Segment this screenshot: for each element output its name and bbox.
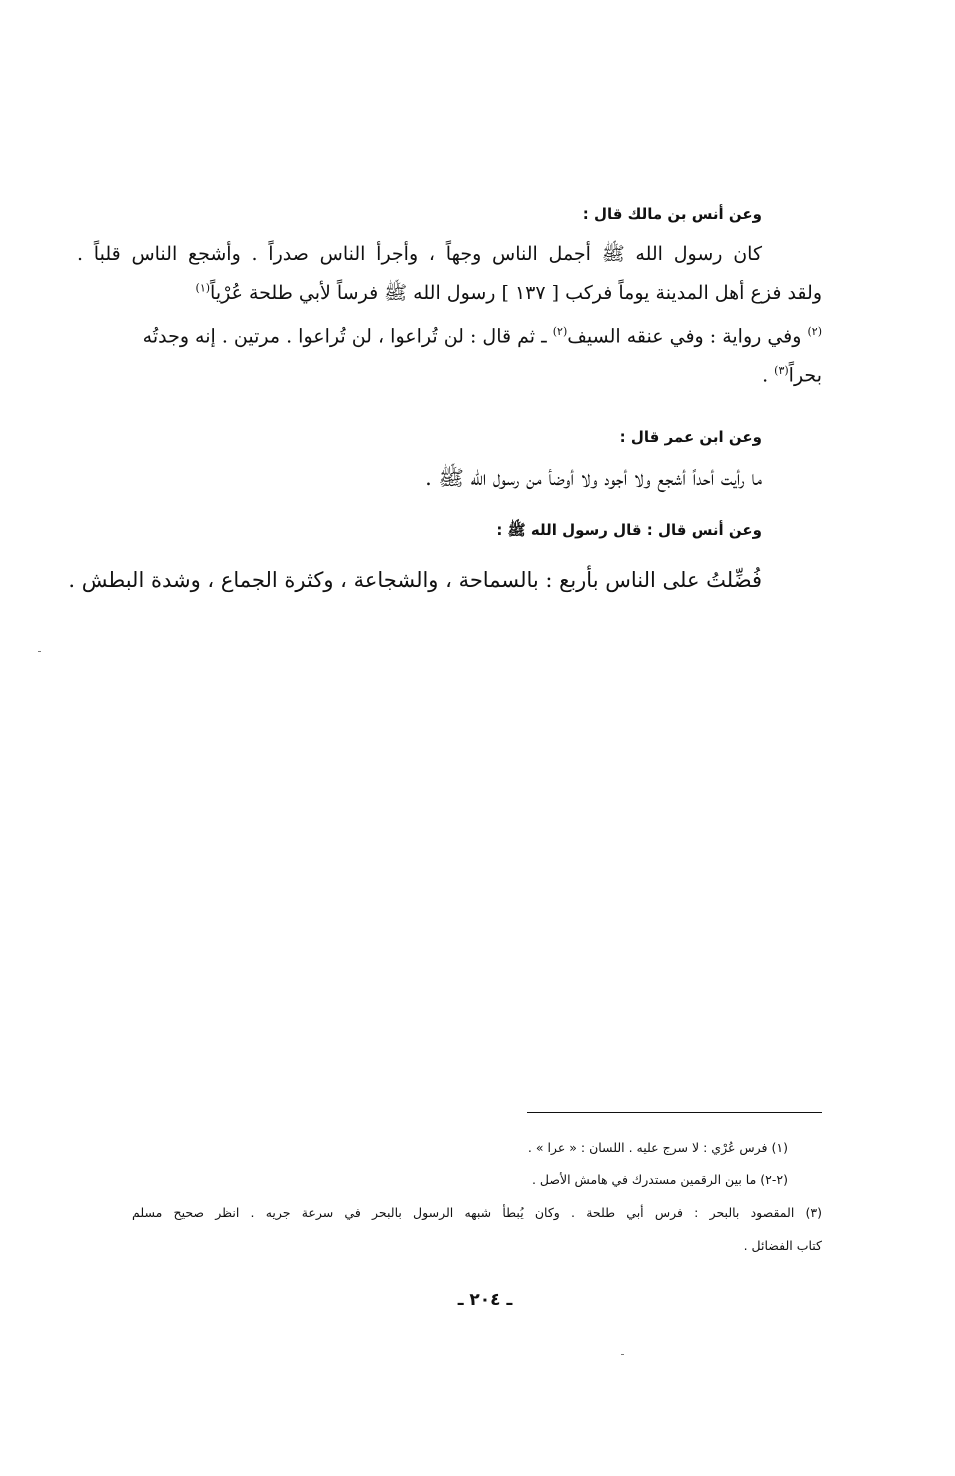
page-number: ـ ٢٠٤ ـ: [457, 1290, 513, 1310]
footnote-marker-2-end: (٢): [552, 325, 568, 338]
paragraph-1-line-3-wrap: [132, 325, 822, 347]
scan-speck: [38, 651, 41, 652]
footnote-3: (٣) المقصود بالبحر : فرس أبي طلحة . وكان يُبطأ شبهه الرسول بالبحر في سرعة جريه . انظر صحيح مسلم: [132, 1205, 822, 1220]
footnote-marker-1: (١): [195, 281, 211, 295]
paragraph-1-line-2: ولقد فزع أهل المدينة يوماً فركب [ ١٣٧ ] رسول الله ﷺ فرساً لأبي طلحة عُرْياً: [210, 282, 822, 304]
footnote-3-continuation: كتاب الفضائل .: [743, 1238, 822, 1253]
footnote-2: (٢-٢) ما بين الرقمين مستدرك في هامش الأصل .: [531, 1172, 788, 1187]
paragraph-1-line-2-wrap: [132, 281, 822, 309]
paragraph-2-line-1: ما رأيت أحداً أشجع ولا أجود ولا أوضأ من رسول الله ﷺ .: [425, 466, 762, 490]
footnote-marker-2-start: (٢): [807, 325, 822, 338]
paragraph-1-line-3b: ـ ثم قال : لن تُراعوا ، لن تُراعوا . مرتين . إنه وجدتُه: [142, 325, 547, 348]
paragraph-1-line-4-end: .: [762, 364, 769, 387]
paragraph-1-line-3a: وفي رواية : وفي عنقه السيف: [567, 325, 802, 348]
paragraph-2-heading: وعن ابن عمر قال :: [619, 428, 762, 446]
paragraph-3-line-1: فُضِّلتُ على الناس بأربع : بالسماحة ، والشجاعة ، وكثرة الجماع ، وشدة البطش .: [68, 568, 762, 592]
paragraph-1-line-4: بحراً: [788, 364, 822, 387]
footnote-separator: [527, 1112, 822, 1113]
footnote-marker-3: (٣): [774, 364, 789, 377]
paragraph-1-line-4-wrap: [762, 364, 822, 386]
paragraph-3-heading: وعن أنس قال : قال رسول الله ﷺ :: [496, 521, 762, 539]
scan-speck: [621, 1354, 624, 1355]
paragraph-1-line-1: كان رسول الله ﷺ أجمل الناس وجهاً ، وأجرأ الناس صدراً . وأشجع الناس قلباً .: [77, 243, 762, 265]
paragraph-1-heading: وعن أنس بن مالك قال :: [582, 205, 762, 223]
footnote-1: (١) فرس عُرْي : لا سرج عليه . اللسان : « عرا » .: [527, 1140, 788, 1155]
